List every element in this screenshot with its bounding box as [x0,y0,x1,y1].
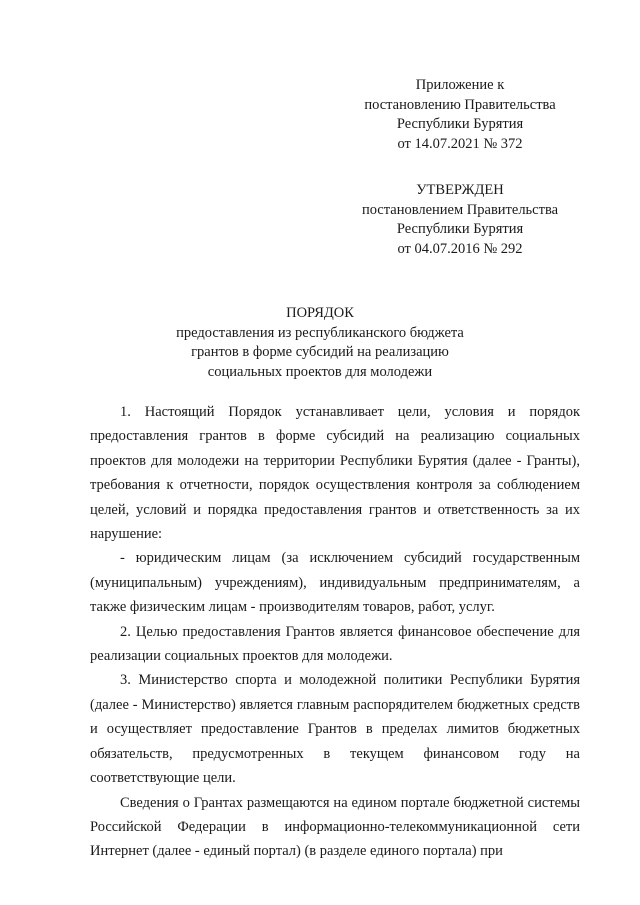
title-subtitle-line: социальных проектов для молодежи [207,363,433,380]
body-paragraph: 2. Целью предоставления Грантов является финансовое обеспечение для реализации социальных проектов для молодежи. [90,623,580,665]
appendix-line: постановлению Правительства [364,96,556,113]
document-body [90,400,580,864]
body-paragraph: 3. Министерство спорта и молодежной политики Республики Бурятия (далее - Министерство) является главным распорядителем бюджетных средств и осуществляет предоставление Грантов в пределах лимитов бюджетных обязательств, предусмотренных в текущем финансовом году на соответствующие цели. [90,672,580,787]
approval-line: постановлением Правительства [361,201,559,218]
title-heading: ПОРЯДОК [286,305,354,321]
body-paragraph: 1. Настоящий Порядок устанавливает цели, условия и порядок предоставления грантов в форме субсидий на реализацию социальных проектов для молодежи на территории Республики Бурятия (далее - Гранты), требования к отчетности, порядок осуществления контроля за соблюдением целей, условий и порядка предоставления грантов и ответственность за их нарушение: [90,404,580,543]
document-title [100,304,540,382]
appendix-note [340,76,580,154]
approval-line: УТВЕРЖДЕН [416,182,504,198]
body-paragraph: - юридическим лицам (за исключением субсидий государственным (муниципальным) учреждениям), индивидуальным предпринимателям, а также физическим лицам - производителям товаров, работ, услуг. [90,550,580,616]
appendix-line: Республики Бурятия [396,116,524,132]
title-subtitle-line: грантов в форме субсидий на реализацию [191,344,449,360]
approval-line: от 04.07.2016 № 292 [397,240,523,257]
approval-line: Республики Бурятия [396,221,524,237]
appendix-line: от 14.07.2021 № 372 [397,135,523,152]
body-paragraph: Сведения о Грантах размещаются на едином портале бюджетной системы Российской Федерации в информационно-телекоммуникационной сети Интернет (далее - единый портал) (в разделе единого портала) при [90,794,580,860]
appendix-line: Приложение к [415,77,505,93]
title-subtitle-line: предоставления из республиканского бюджета [176,324,464,341]
approval-stamp [340,181,580,259]
